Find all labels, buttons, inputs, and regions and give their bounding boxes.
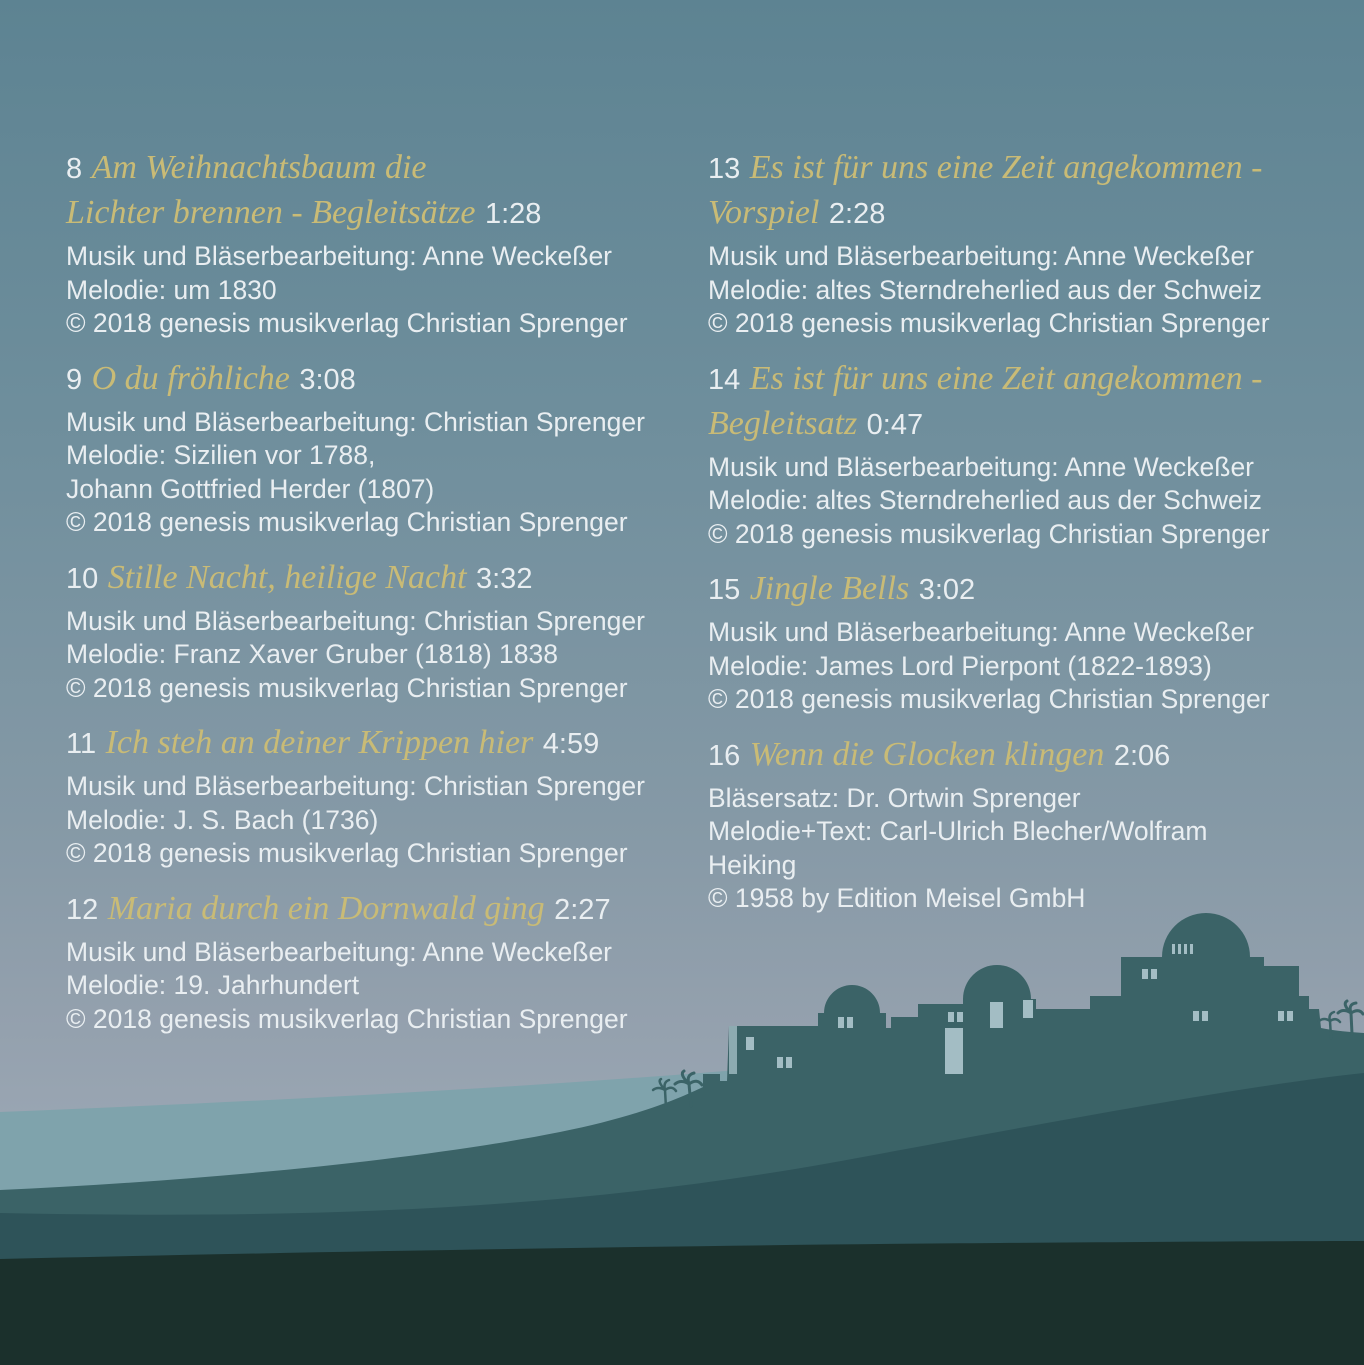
- track-credit-line: Musik und Bläserbearbeitung: Anne Weckeßer: [708, 451, 1255, 482]
- track-number: 13: [708, 153, 741, 185]
- track-credit-line: © 2018 genesis musikverlag Christian Sprenger: [708, 518, 1270, 549]
- track-title: [66, 887, 652, 932]
- track-title-text: Ich steh an deiner Krippen hier: [105, 724, 534, 761]
- track-credit-line: Johann Gottfried Herder (1807): [66, 473, 435, 504]
- track-number: 16: [708, 739, 741, 772]
- track-credit-line: Melodie: Franz Xaver Gruber (1818) 1838: [66, 639, 558, 669]
- tracklist: [66, 146, 1308, 1052]
- track-credit-line: © 1958 by Edition Meisel GmbH: [708, 883, 1086, 913]
- tracklist-left-column: [66, 146, 652, 1052]
- track-number: 9: [66, 363, 83, 396]
- track-item: [66, 887, 652, 1037]
- track-credit-line: Musik und Bläserbearbeitung: Christian Sprenger: [66, 406, 645, 437]
- track-item: [708, 146, 1294, 341]
- track-title-text: Am Weihnachtsbaum die: [91, 149, 427, 186]
- track-number: 8: [66, 153, 83, 185]
- track-title-text: Es ist für uns eine Zeit angekommen -: [749, 359, 1263, 397]
- track-title-text: Maria durch ein Dornwald ging: [107, 889, 545, 927]
- track-credit-line: Melodie: um 1830: [66, 274, 277, 305]
- tracklist-right-column: [708, 146, 1294, 1052]
- track-duration: 3:08: [299, 363, 356, 396]
- track-title: [708, 567, 1294, 612]
- track-number: 10: [66, 562, 99, 595]
- track-title: [708, 733, 1294, 778]
- track-credits: [66, 936, 652, 1037]
- track-duration: 4:59: [542, 728, 600, 760]
- track-credit-line: © 2018 genesis musikverlag Christian Sprenger: [66, 1003, 628, 1034]
- track-item: [708, 357, 1294, 552]
- track-number: 15: [708, 574, 741, 606]
- track-number: 11: [66, 728, 97, 760]
- track-duration: 1:28: [484, 198, 542, 230]
- track-credit-line: Bläsersatz: Dr. Ortwin Sprenger: [708, 782, 1081, 813]
- track-title: [708, 357, 1294, 447]
- track-duration: 3:02: [918, 574, 976, 606]
- track-credit-line: Melodie: 19. Jahrhundert: [66, 970, 360, 1000]
- track-credit-line: © 2018 genesis musikverlag Christian Sprenger: [708, 308, 1270, 338]
- track-credit-line: Musik und Bläserbearbeitung: Anne Weckeßer: [708, 241, 1255, 271]
- track-title-text: Vorspiel: [708, 194, 820, 231]
- track-credits: [66, 605, 652, 706]
- track-credit-line: Musik und Bläserbearbeitung: Christian Sprenger: [66, 771, 645, 801]
- track-number: 14: [708, 363, 741, 396]
- track-title-text: Jingle Bells: [749, 570, 910, 607]
- track-credits: [708, 451, 1294, 552]
- track-credit-line: Musik und Bläserbearbeitung: Anne Weckeßer: [708, 617, 1255, 647]
- track-number: 12: [66, 893, 99, 926]
- track-item: [708, 567, 1294, 717]
- track-title-text: Es ist für uns eine Zeit angekommen -: [749, 149, 1263, 186]
- track-duration: 3:32: [476, 562, 533, 595]
- track-credit-line: Musik und Bläserbearbeitung: Anne Weckeßer: [66, 241, 613, 271]
- track-title: [66, 357, 652, 402]
- track-credit-line: Musik und Bläserbearbeitung: Christian Sprenger: [66, 605, 645, 636]
- track-duration: 2:27: [554, 893, 611, 926]
- track-credit-line: © 2018 genesis musikverlag Christian Sprenger: [708, 684, 1270, 714]
- track-duration: 0:47: [866, 408, 924, 441]
- track-title-text: Wenn die Glocken klingen: [749, 735, 1105, 773]
- track-credit-line: Melodie: Sizilien vor 1788,: [66, 440, 376, 470]
- track-item: [66, 146, 652, 341]
- track-credits: [708, 240, 1294, 341]
- track-duration: 2:28: [828, 198, 886, 230]
- track-credit-line: © 2018 genesis musikverlag Christian Sprenger: [66, 672, 628, 703]
- track-credit-line: © 2018 genesis musikverlag Christian Sprenger: [66, 507, 628, 537]
- track-credit-line: Melodie: James Lord Pierpont (1822-1893): [708, 650, 1212, 681]
- track-credit-line: Melodie: altes Sterndreherlied aus der Schweiz: [708, 485, 1262, 515]
- track-credits: [66, 240, 652, 341]
- track-title: [66, 556, 652, 601]
- track-title-text: O du fröhliche: [91, 359, 290, 397]
- track-title-text: Lichter brennen - Begleitsätze: [66, 194, 476, 231]
- track-title-text: Begleitsatz: [708, 404, 858, 442]
- track-credit-line: Melodie: altes Sterndreherlied aus der Schweiz: [708, 274, 1262, 305]
- track-duration: 2:06: [1113, 739, 1171, 772]
- track-item: [66, 556, 652, 706]
- track-title: [708, 146, 1294, 236]
- track-credits: [66, 770, 652, 871]
- track-item: [66, 357, 652, 540]
- track-credits: [708, 616, 1294, 717]
- dark-foreground-band: [0, 1241, 1364, 1365]
- track-item: [66, 721, 652, 871]
- track-credit-line: Melodie: J. S. Bach (1736): [66, 804, 379, 835]
- track-item: [708, 733, 1294, 916]
- track-credits: [66, 406, 652, 540]
- track-title: [66, 721, 652, 766]
- track-credit-line: © 2018 genesis musikverlag Christian Sprenger: [66, 838, 628, 868]
- track-credit-line: Musik und Bläserbearbeitung: Anne Weckeßer: [66, 936, 613, 967]
- track-credit-line: Melodie+Text: Carl-Ulrich Blecher/Wolfram Heiking: [708, 816, 1208, 880]
- track-credit-line: © 2018 genesis musikverlag Christian Sprenger: [66, 308, 628, 338]
- track-title: [66, 146, 652, 236]
- track-title-text: Stille Nacht, heilige Nacht: [107, 558, 467, 596]
- track-credits: [708, 782, 1294, 916]
